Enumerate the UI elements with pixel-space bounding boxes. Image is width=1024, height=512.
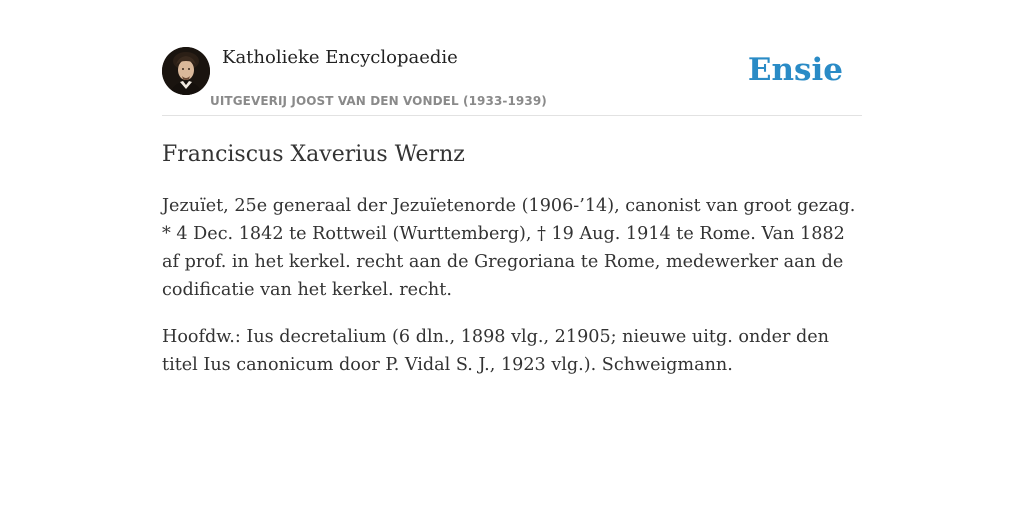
content-container xyxy=(162,0,862,375)
portrait-avatar[interactable] xyxy=(162,47,210,95)
article-body xyxy=(162,192,862,398)
portrait-icon xyxy=(162,47,210,95)
encyclopedia-header xyxy=(162,0,862,116)
article-paragraph: Hoofdw.: Ius decretalium (6 dln., 1898 vlg., 21905; nieuwe uitg. onder den titel Ius canonicum door P. Vidal S. J., 1923 vlg.). Schweigmann. xyxy=(162,327,830,375)
ensie-logo[interactable]: Ensie xyxy=(747,52,843,88)
article-title: Franciscus Xaverius Wernz xyxy=(162,142,465,167)
encyclopedia-title[interactable]: Katholieke Encyclopaedie xyxy=(222,47,458,68)
article-paragraph: Jezuïet, 25e generaal der Jezuïetenorde (1906-’14), canonist van groot gezag. * 4 Dec. 1842 te Rottweil (Wurttemberg), † 19 Aug. 1914 te Rome. Van 1882 af prof. in het kerkel. recht aan de Gregoriana te Rome, medewerker aan de codificatie van het kerkel. recht. xyxy=(162,196,856,300)
publisher-label: UITGEVERIJ JOOST VAN DEN VONDEL (1933-1939) xyxy=(210,94,547,108)
